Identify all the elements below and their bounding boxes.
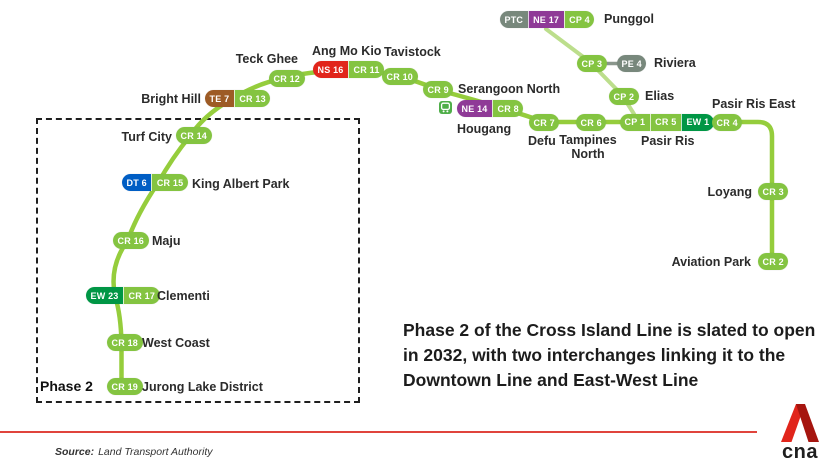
badge-ew23: EW 23 — [86, 287, 123, 304]
station-badge-pasir-ris — [620, 114, 714, 131]
cna-logo-mark — [780, 404, 820, 442]
badge-ne17: NE 17 — [528, 11, 564, 28]
source-label: Source: — [55, 446, 95, 458]
badge-cp2: CP 2 — [609, 88, 639, 105]
phase2-label: Phase 2 — [40, 378, 93, 394]
bus-icon — [439, 101, 452, 114]
badge-cr19: CR 19 — [107, 378, 143, 395]
cna-logo — [774, 404, 826, 461]
station-label-ang-mo-kio: Ang Mo Kio — [312, 44, 382, 58]
badge-pe4: PE 4 — [617, 55, 646, 72]
badge-cr9: CR 9 — [423, 81, 453, 98]
badge-cr10: CR 10 — [382, 68, 418, 85]
station-label-loyang: Loyang — [707, 185, 752, 199]
station-badge-punggol — [500, 11, 594, 28]
badge-cr8: CR 8 — [492, 100, 523, 117]
badge-dt6: DT 6 — [122, 174, 151, 191]
badge-cr14: CR 14 — [176, 127, 212, 144]
badge-cr2: CR 2 — [758, 253, 788, 270]
station-badge-aviation-park — [758, 253, 788, 270]
badge-ns16: NS 16 — [313, 61, 348, 78]
footer-divider-line — [0, 431, 757, 433]
station-badge-elias — [609, 88, 639, 105]
station-label-pasir-ris-east: Pasir Ris East — [712, 97, 796, 111]
badge-cr11: CR 11 — [348, 61, 384, 78]
station-label-serangoon-north: Serangoon North — [458, 82, 561, 96]
badge-cp1: CP 1 — [620, 114, 650, 131]
station-badge-loyang — [758, 183, 788, 200]
station-badge-tampines-north — [576, 114, 606, 131]
station-badge-king-albert-park — [122, 174, 188, 191]
badge-ptc: PTC — [500, 11, 528, 28]
station-badge-hougang — [457, 100, 523, 117]
badge-cp3: CP 3 — [577, 55, 607, 72]
badge-cr15: CR 15 — [151, 174, 188, 191]
caption-text — [403, 318, 823, 393]
station-label-tavistock: Tavistock — [384, 45, 441, 59]
station-badge-bright-hill — [205, 90, 270, 107]
caption-line-2: in 2032, with two interchanges linking it to the — [403, 345, 786, 365]
station-badge-maju — [113, 232, 149, 249]
badge-cr12: CR 12 — [269, 70, 305, 87]
badge-te7: TE 7 — [205, 90, 234, 107]
station-label-turf-city: Turf City — [121, 130, 172, 144]
station-label-bright-hill: Bright Hill — [141, 92, 201, 106]
station-label-pasir-ris: Pasir Ris — [641, 134, 695, 148]
station-label-defu: Defu — [528, 134, 556, 148]
station-label-king-albert-park: King Albert Park — [192, 177, 290, 191]
station-badge-riviera-pe4 — [617, 55, 646, 72]
station-label-clementi: Clementi — [157, 289, 210, 303]
station-label-aviation-park: Aviation Park — [671, 255, 751, 269]
badge-cr3: CR 3 — [758, 183, 788, 200]
station-badge-jurong-lake-district — [107, 378, 143, 395]
badge-cp4: CP 4 — [564, 11, 595, 28]
station-label-tampines-north: Tampines North — [559, 133, 617, 161]
source-value: Land Transport Authority — [98, 446, 213, 458]
badge-cr17: CR 17 — [123, 287, 160, 304]
station-badge-turf-city — [176, 127, 212, 144]
source-credit — [55, 446, 213, 458]
badge-cr5: CR 5 — [650, 114, 681, 131]
badge-cr4: CR 4 — [712, 114, 742, 131]
station-label-riviera: Riviera — [654, 56, 696, 70]
station-label-hougang: Hougang — [457, 122, 512, 136]
station-badge-pasir-ris-east — [712, 114, 742, 131]
badge-cr18: CR 18 — [107, 334, 143, 351]
badge-cr16: CR 16 — [113, 232, 149, 249]
station-badge-riviera-cp3 — [577, 55, 607, 72]
station-badge-west-coast — [107, 334, 143, 351]
station-label-teck-ghee: Teck Ghee — [235, 52, 298, 66]
caption-line-3: Downtown Line and East-West Line — [403, 370, 699, 390]
station-label-maju: Maju — [152, 234, 181, 248]
station-badge-tavistock — [382, 68, 418, 85]
badge-cr7: CR 7 — [529, 114, 559, 131]
station-label-elias: Elias — [645, 89, 675, 103]
station-badge-defu — [529, 114, 559, 131]
cna-logo-text: cna — [782, 441, 818, 463]
station-badge-ang-mo-kio — [313, 61, 384, 78]
station-badge-serangoon-north — [423, 81, 453, 98]
badge-ew1: EW 1 — [681, 114, 714, 131]
station-label-jurong-lake-district: Jurong Lake District — [142, 380, 263, 394]
badge-ne14: NE 14 — [457, 100, 492, 117]
station-badge-clementi — [86, 287, 160, 304]
station-label-west-coast: West Coast — [142, 336, 210, 350]
badge-cr6: CR 6 — [576, 114, 606, 131]
station-label-punggol: Punggol — [604, 12, 654, 26]
caption-line-1: Phase 2 of the Cross Island Line is slated to open — [403, 320, 816, 340]
badge-cr13: CR 13 — [234, 90, 271, 107]
station-badge-teck-ghee — [269, 70, 305, 87]
